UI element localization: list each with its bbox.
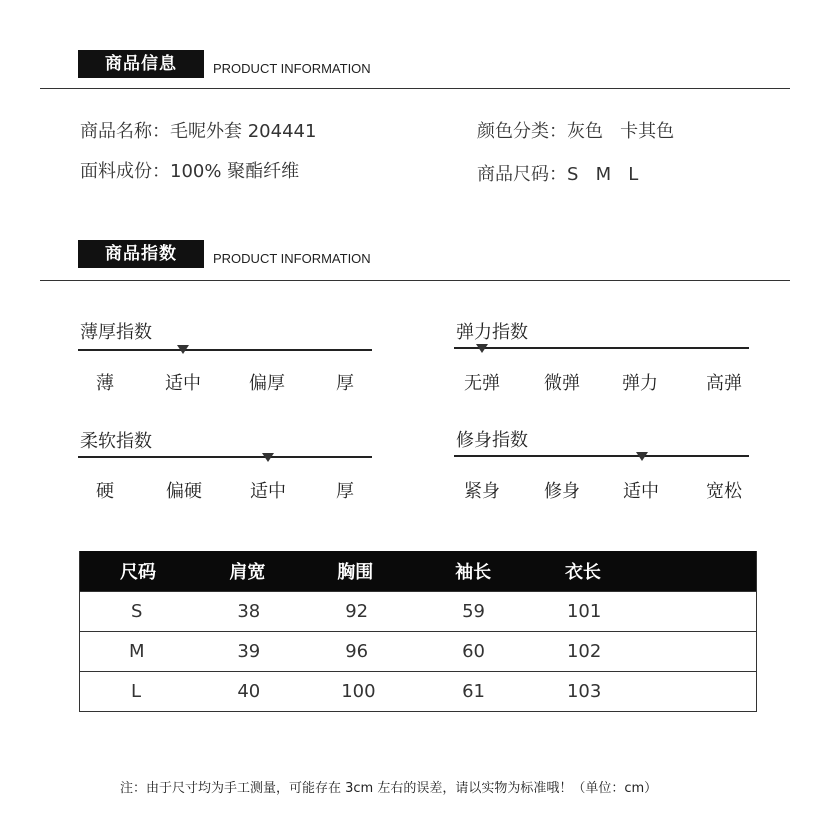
size-table: [79, 551, 757, 712]
thickness-scale: [78, 349, 372, 351]
measurement-note: 注：由于尺寸均为手工测量，可能存在 3cm 左右的误差，请以实物为标准哦！（单位：cm）: [120, 781, 658, 796]
product-size: 商品尺码：S M L: [477, 164, 639, 185]
header-cell-size: 尺码: [80, 551, 194, 592]
fit-marker-icon: [636, 452, 648, 461]
product-color: 颜色分类：灰色 卡其色: [477, 121, 675, 142]
softness-level: 偏硬: [166, 481, 202, 502]
cell-length: 102: [529, 632, 757, 672]
elasticity-level: 高弹: [706, 373, 742, 394]
section-tag-product-info: 商品信息: [78, 50, 204, 78]
section-subtitle-product-index: PRODUCT INFORMATION: [213, 251, 371, 266]
section-tag-product-index: 商品指数: [78, 240, 204, 268]
cell-shoulder: 39: [193, 632, 301, 672]
elasticity-scale: [454, 347, 749, 349]
cell-length: 101: [529, 592, 757, 632]
thickness-level: 适中: [165, 373, 201, 394]
cell-shoulder: 40: [193, 672, 301, 712]
fit-level: 紧身: [464, 481, 500, 502]
softness-level: 硬: [96, 481, 114, 502]
cell-chest: 100: [301, 672, 417, 712]
softness-marker-icon: [262, 453, 274, 462]
elasticity-level: 无弹: [464, 373, 500, 394]
header-cell-sleeve: 袖长: [417, 551, 529, 592]
cell-chest: 92: [301, 592, 417, 632]
section-subtitle-product-info: PRODUCT INFORMATION: [213, 61, 371, 76]
cell-sleeve: 59: [417, 592, 529, 632]
table-row: [80, 592, 757, 632]
product-name: 商品名称：毛呢外套 204441: [80, 121, 317, 142]
table-row: [80, 672, 757, 712]
header-cell-chest: 胸围: [301, 551, 417, 592]
cell-length: 103: [529, 672, 757, 712]
thickness-index-title: 薄厚指数: [80, 322, 152, 343]
softness-index-title: 柔软指数: [80, 431, 152, 452]
fit-level: 适中: [623, 481, 659, 502]
product-material: 面料成份：100% 聚酯纤维: [80, 161, 300, 182]
elasticity-level: 弹力: [622, 373, 658, 394]
cell-size: L: [80, 672, 194, 712]
thickness-level: 厚: [336, 373, 354, 394]
cell-size: S: [80, 592, 194, 632]
cell-shoulder: 38: [193, 592, 301, 632]
thickness-level: 薄: [96, 373, 114, 394]
softness-level: 适中: [250, 481, 286, 502]
cell-size: M: [80, 632, 194, 672]
cell-sleeve: 61: [417, 672, 529, 712]
softness-scale: [78, 456, 372, 458]
fit-level: 修身: [544, 481, 580, 502]
size-table-header: [80, 551, 757, 592]
thickness-marker-icon: [177, 345, 189, 354]
table-row: [80, 632, 757, 672]
fit-scale: [454, 455, 749, 457]
fit-level: 宽松: [706, 481, 742, 502]
section-divider: [40, 88, 790, 89]
cell-sleeve: 60: [417, 632, 529, 672]
header-cell-shoulder: 肩宽: [193, 551, 301, 592]
cell-chest: 96: [301, 632, 417, 672]
softness-level: 厚: [336, 481, 354, 502]
elasticity-index-title: 弹力指数: [456, 322, 528, 343]
fit-index-title: 修身指数: [456, 430, 528, 451]
header-cell-length: 衣长: [529, 551, 757, 592]
section-divider: [40, 280, 790, 281]
elasticity-marker-icon: [476, 344, 488, 353]
thickness-level: 偏厚: [249, 373, 285, 394]
elasticity-level: 微弹: [544, 373, 580, 394]
